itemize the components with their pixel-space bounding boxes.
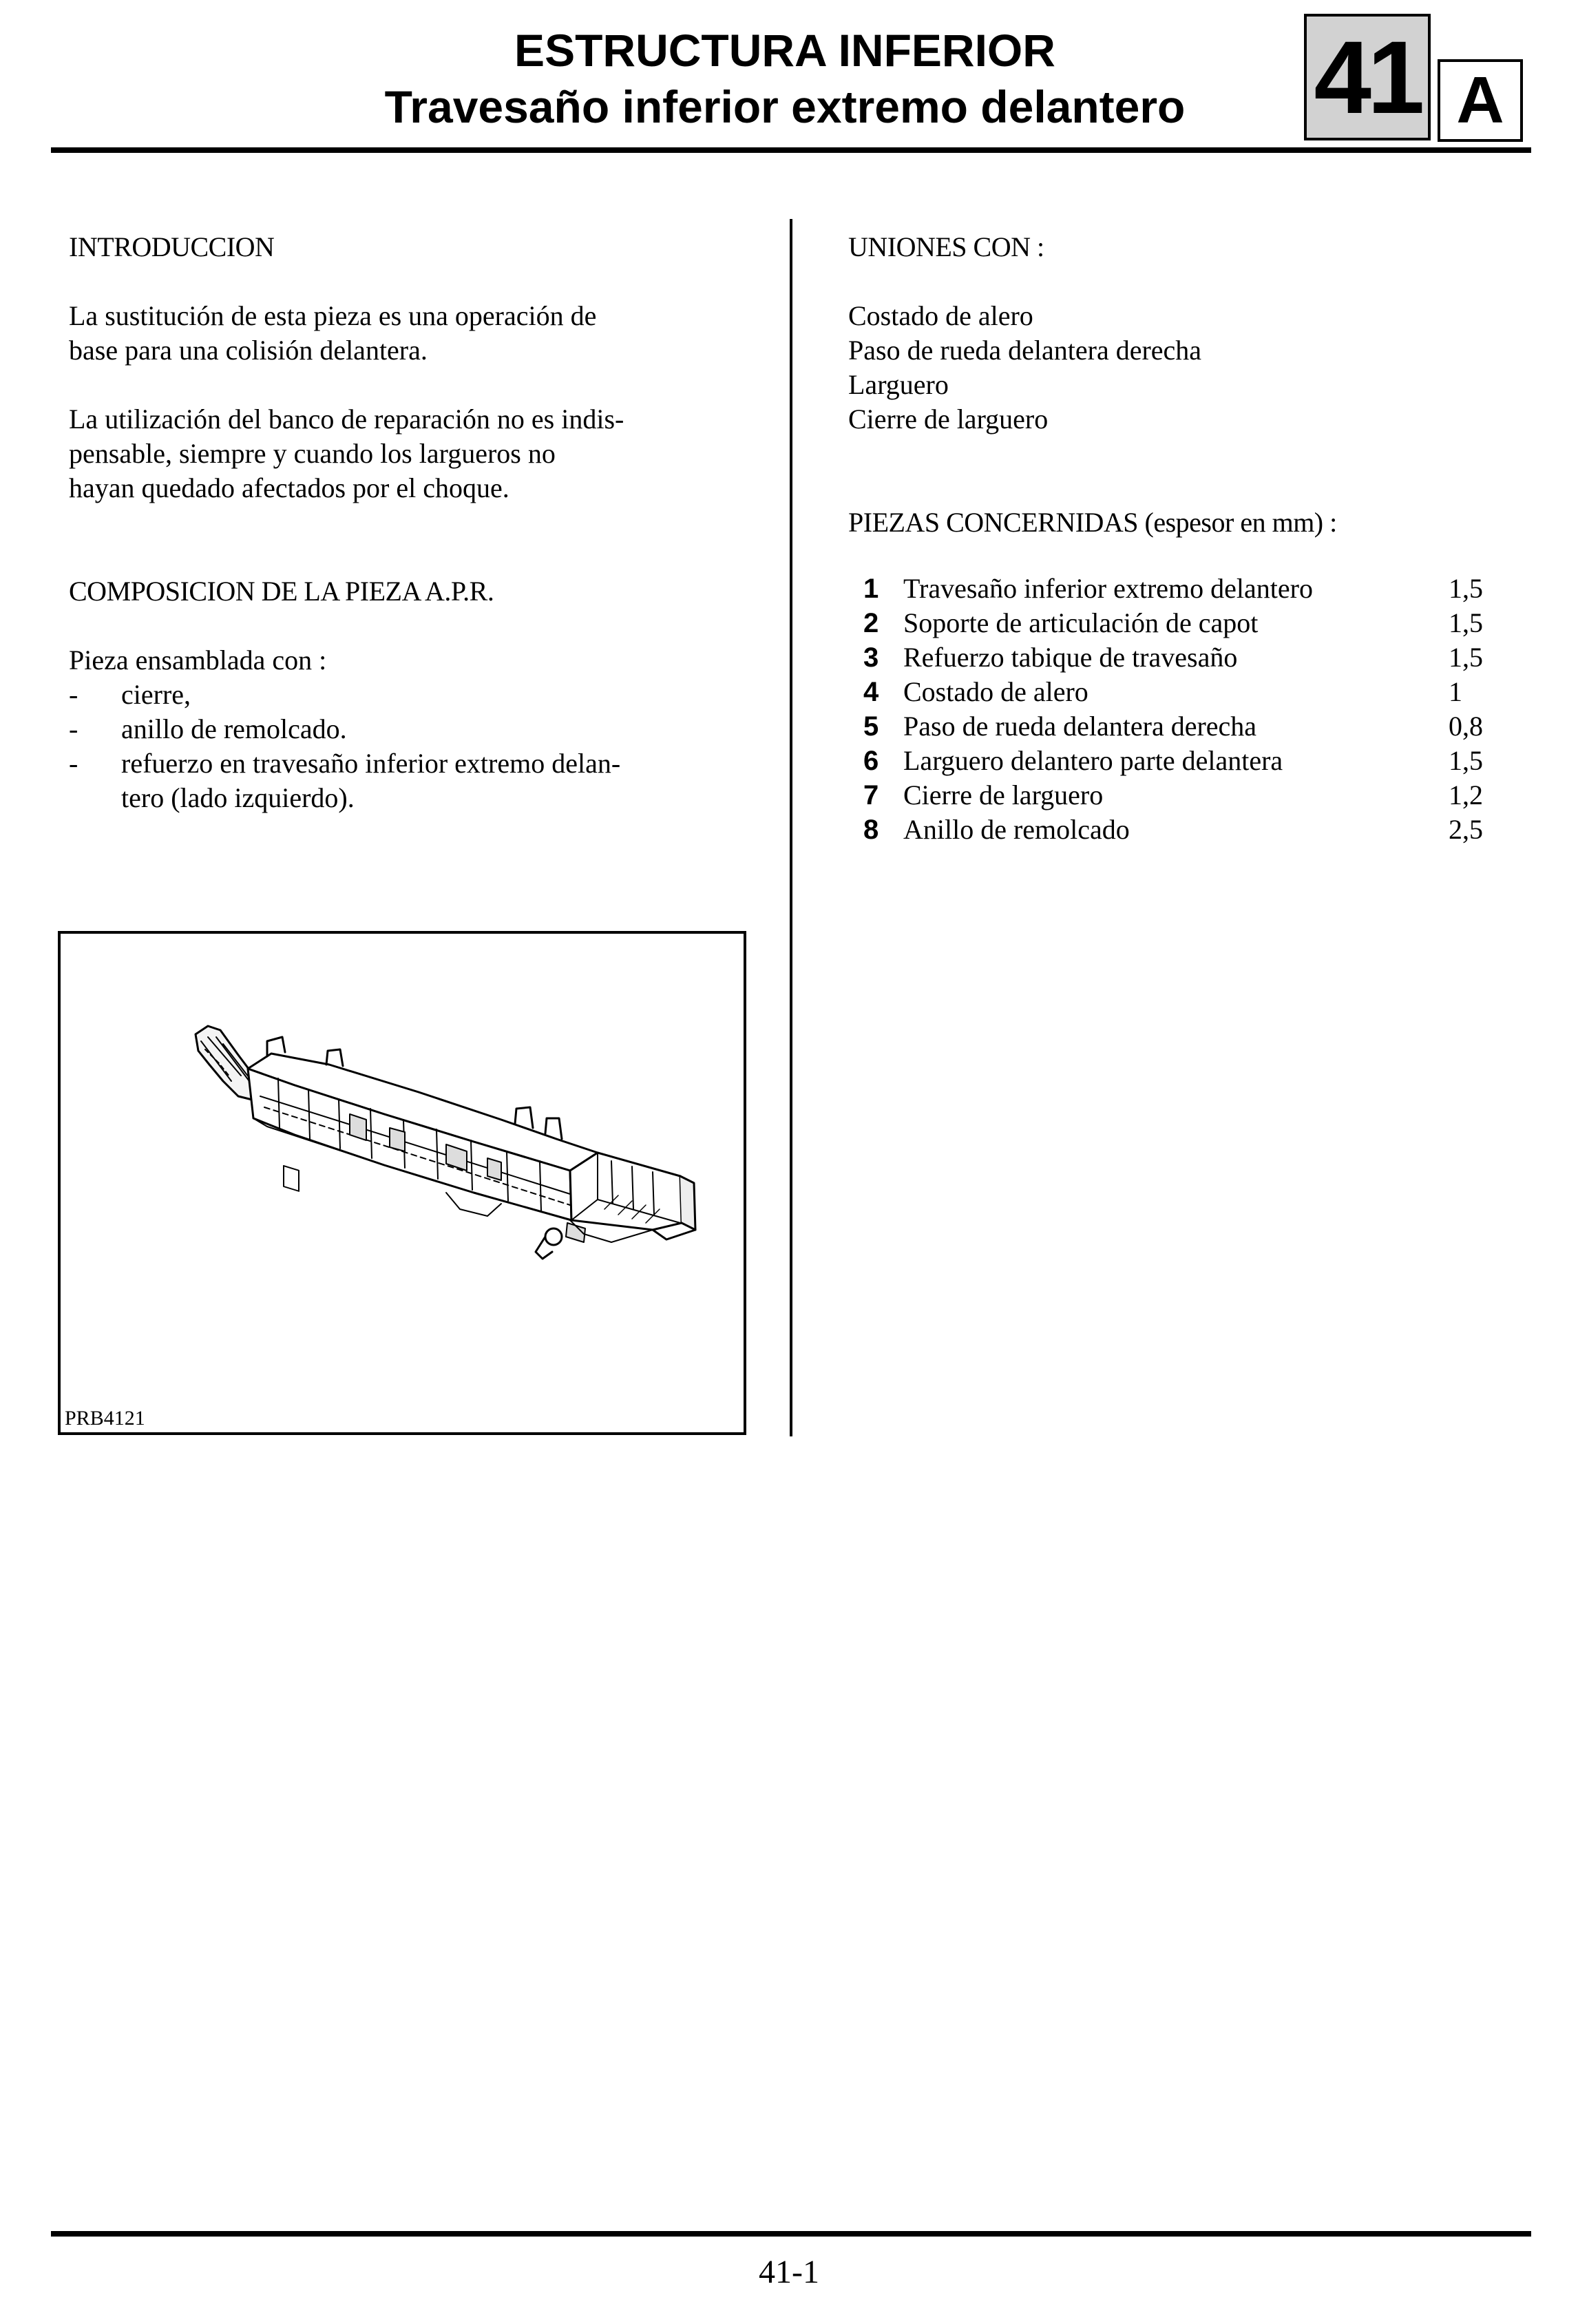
crossmember-illustration: [61, 934, 744, 1432]
joins-heading: UNIONES CON :: [848, 231, 1044, 262]
section-number-badge: 41: [1304, 14, 1431, 140]
part-name: Paso de rueda delantera derecha: [903, 711, 1257, 742]
composition-list: [69, 678, 620, 815]
part-number: 1: [863, 574, 879, 604]
list-dash: -: [69, 748, 78, 779]
part-name: Anillo de remolcado: [903, 814, 1130, 845]
footer-divider: [51, 2231, 1531, 2237]
text-line: La utilización del banco de reparación no es indis-: [69, 404, 624, 435]
parts-table: [856, 572, 1504, 847]
part-thickness: 1,5: [1449, 745, 1483, 776]
part-number: 5: [863, 711, 879, 742]
column-divider: [790, 219, 792, 1436]
table-row: [856, 606, 1504, 640]
part-number: 8: [863, 815, 879, 845]
intro-heading: INTRODUCCION: [69, 231, 275, 262]
intro-paragraph-1: [69, 299, 596, 368]
figure-frame: [58, 931, 746, 1435]
list-item-text: anillo de remolcado.: [121, 713, 347, 744]
list-item: Larguero: [848, 369, 949, 400]
intro-paragraph-2: [69, 402, 624, 505]
page-title: ESTRUCTURA INFERIOR: [514, 25, 1055, 76]
part-thickness: 0,8: [1449, 711, 1483, 742]
page-subtitle: Travesaño inferior extremo delantero: [384, 81, 1186, 132]
part-thickness: 1,5: [1449, 573, 1483, 604]
list-item: Cierre de larguero: [848, 404, 1049, 435]
list-item: Costado de alero: [848, 300, 1033, 331]
table-row: [856, 778, 1504, 813]
list-item: [69, 746, 620, 781]
table-row: [856, 813, 1504, 847]
part-thickness: 1,2: [1449, 779, 1483, 810]
text-line: pensable, siempre y cuando los largueros no: [69, 438, 556, 469]
part-name: Cierre de larguero: [903, 779, 1104, 810]
part-number: 2: [863, 608, 879, 638]
text-line: base para una colisión delantera.: [69, 335, 428, 366]
table-row: [856, 675, 1504, 709]
table-row: [856, 572, 1504, 606]
joins-list: [848, 299, 1201, 437]
header-divider: [51, 147, 1531, 153]
part-thickness: 1,5: [1449, 642, 1483, 673]
list-item: [69, 678, 620, 712]
list-item-text: tero (lado izquierdo).: [121, 782, 355, 813]
text-line: hayan quedado afectados por el choque.: [69, 472, 509, 503]
figure-caption: PRB4121: [65, 1407, 145, 1430]
part-number: 3: [863, 642, 879, 673]
composition-heading: COMPOSICION DE LA PIEZA A.P.R.: [69, 576, 494, 607]
part-name: Larguero delantero parte delantera: [903, 745, 1283, 776]
part-thickness: 2,5: [1449, 814, 1483, 845]
table-row: [856, 640, 1504, 675]
part-thickness: 1: [1449, 676, 1462, 707]
part-name: Soporte de articulación de capot: [903, 607, 1259, 638]
part-number: 6: [863, 746, 879, 776]
list-item-text: refuerzo en travesaño inferior extremo delan-: [121, 748, 621, 779]
list-item-continuation: [69, 781, 620, 815]
part-number: 7: [863, 780, 879, 810]
page-number: 41-1: [759, 2254, 819, 2290]
list-dash: -: [69, 679, 78, 710]
parts-heading: PIEZAS CONCERNIDAS (espesor en mm) :: [848, 507, 1337, 538]
part-name: Travesaño inferior extremo delantero: [903, 573, 1313, 604]
list-item: [69, 712, 620, 746]
part-name: Costado de alero: [903, 676, 1088, 707]
section-letter-badge: A: [1438, 59, 1523, 142]
part-number: 4: [863, 677, 879, 707]
part-name: Refuerzo tabique de travesaño: [903, 642, 1238, 673]
list-item: Paso de rueda delantera derecha: [848, 335, 1202, 366]
composition-intro: Pieza ensamblada con :: [69, 645, 327, 676]
table-row: [856, 709, 1504, 744]
part-thickness: 1,5: [1449, 607, 1483, 638]
table-row: [856, 744, 1504, 778]
list-item-text: cierre,: [121, 679, 191, 710]
text-line: La sustitución de esta pieza es una operación de: [69, 300, 597, 331]
list-dash: -: [69, 713, 78, 744]
